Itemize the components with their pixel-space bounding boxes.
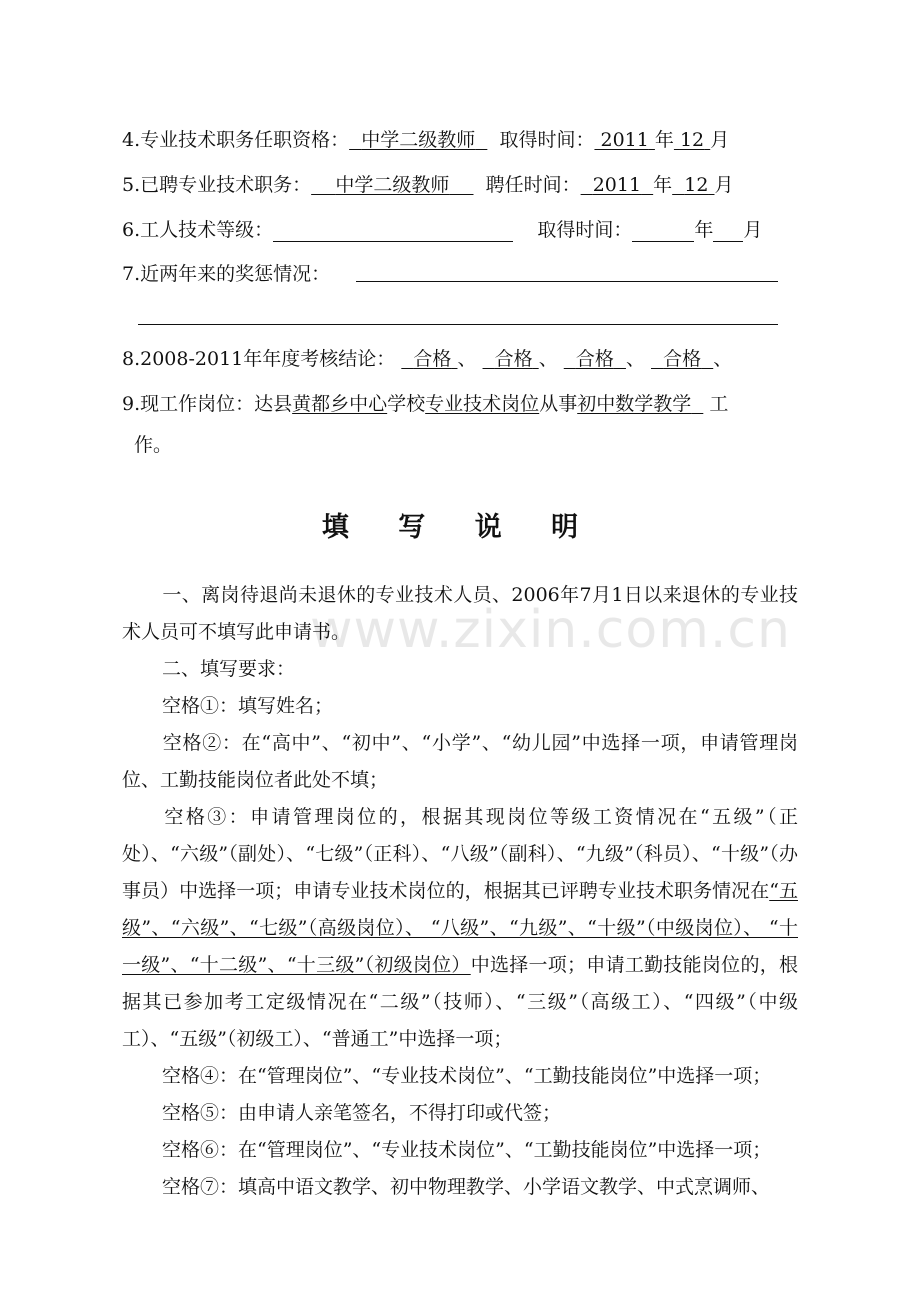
obtain-year: 2011 [600,129,649,151]
watermark: www.zixin.com.cn [310,600,791,660]
form-line-7 [122,262,330,286]
worker-grade-label: 6.工人技术等级： [122,219,274,241]
hire-year: 2011 [592,174,642,196]
assessment-result-3: 合格 [575,348,614,370]
post-type: 专业技术岗位 [425,393,540,415]
instruction-p5: 空格③：申请管理岗位的，根据其现岗位等级工资情况在“五级”（正处）、“六级”（副处）、“七级”（正科）、“八级”（副科）、“九级”（科员）、“十级”（办事员）中选择一项；申请专业技术岗位的，根据其已评聘专业技术职务情况在“五级”、“六级”、“七级”（高级岗位）、 “八级”、“九级”、“十级”（中级岗位）、 “十一级”、“十二级”、“十三级”（初级岗位）中选择一项；申请工勤技能岗位的，根据其已参加考工定级情况在“二级”（技师）、“三级”（高级工）、“四级”（中级工）、“五级”（初级工）、“普通工”中选择一项； [122,806,798,1050]
current-post-label: 9.现工作岗位：达县 [122,393,293,415]
form-line-9: 9.现工作岗位：达县黄都乡中心学校专业技术岗位从事初中数学教学 工 [122,393,729,415]
month-unit: 月 [714,174,734,196]
instructions-title: 填 写 说 明 [321,512,599,543]
month-unit: 月 [710,129,730,151]
worker-grade-blank [273,221,513,242]
work-unit: 黄都乡中心 [292,393,388,415]
subject: 初中数学教学 [577,393,692,415]
assessment-result-4: 合格 [663,348,702,370]
instruction-p8: 空格⑥：在“管理岗位”、“专业技术岗位”、“工勤技能岗位”中选择一项； [162,1139,772,1161]
instruction-p2: 二、填写要求： [162,658,296,680]
hire-month: 12 [684,174,709,196]
awards-blank-2 [138,324,778,325]
form-line-9-cont: 作。 [134,434,173,456]
instruction-p6: 空格④：在“管理岗位”、“专业技术岗位”、“工勤技能岗位”中选择一项； [162,1065,772,1087]
qualification-label: 4.专业技术职务任职资格： [122,129,350,151]
hired-title-value: 中学二级教师 [335,174,450,196]
form-line-8: 8.2008-2011年年度考核结论： 合格 、 合格 、 合格 、 合格 、 [122,348,733,370]
form-line-5 [122,173,734,197]
obtain-time-label: 取得时间： [499,129,595,151]
awards-blank [356,281,778,282]
hired-title-label: 5.已聘专业技术职务： [122,174,312,196]
hire-time-label: 聘任时间： [485,174,581,196]
obtain-time-label: 取得时间： [537,219,633,241]
assessment-result-2: 合格 [494,348,533,370]
form-line-6 [122,218,762,242]
qualification-value: 中学二级教师 [361,129,476,151]
form-line-4 [122,128,729,152]
year-unit: 年 [654,129,674,151]
awards-label: 7.近两年来的奖惩情况： [122,263,331,285]
professional-grades: “五级”、“六级”、“七级”（高级岗位）、 “八级”、“九级”、“十级”（中级岗位）、 “十一级”、“十二级”、“十三级”（初级岗位） [122,880,798,976]
instruction-p4: 空格②：在“高中”、“初中”、“小学”、“幼儿园”中选择一项，申请管理岗位、工勤技能岗位者此处不填； [122,732,798,791]
assessment-label: 8.2008-2011年年度考核结论： [122,348,396,370]
instruction-p3: 空格①：填写姓名； [162,695,334,717]
month-blank [713,221,743,242]
instruction-p7: 空格⑤：由申请人亲笔签名，不得打印或代签； [162,1102,562,1124]
instruction-p9: 空格⑦：填高中语文教学、初中物理教学、小学语文教学、中式烹调师、 [162,1176,771,1198]
year-blank [632,221,694,242]
assessment-result-1: 合格 [413,348,452,370]
month-unit: 月 [743,219,763,241]
year-unit: 年 [653,174,673,196]
obtain-month: 12 [679,129,705,151]
year-unit: 年 [694,219,714,241]
instruction-p1: 一、离岗待退尚未退休的专业技术人员、2006年7月1日以来退休的专业技术人员可不填写此申请书。 [122,584,798,643]
